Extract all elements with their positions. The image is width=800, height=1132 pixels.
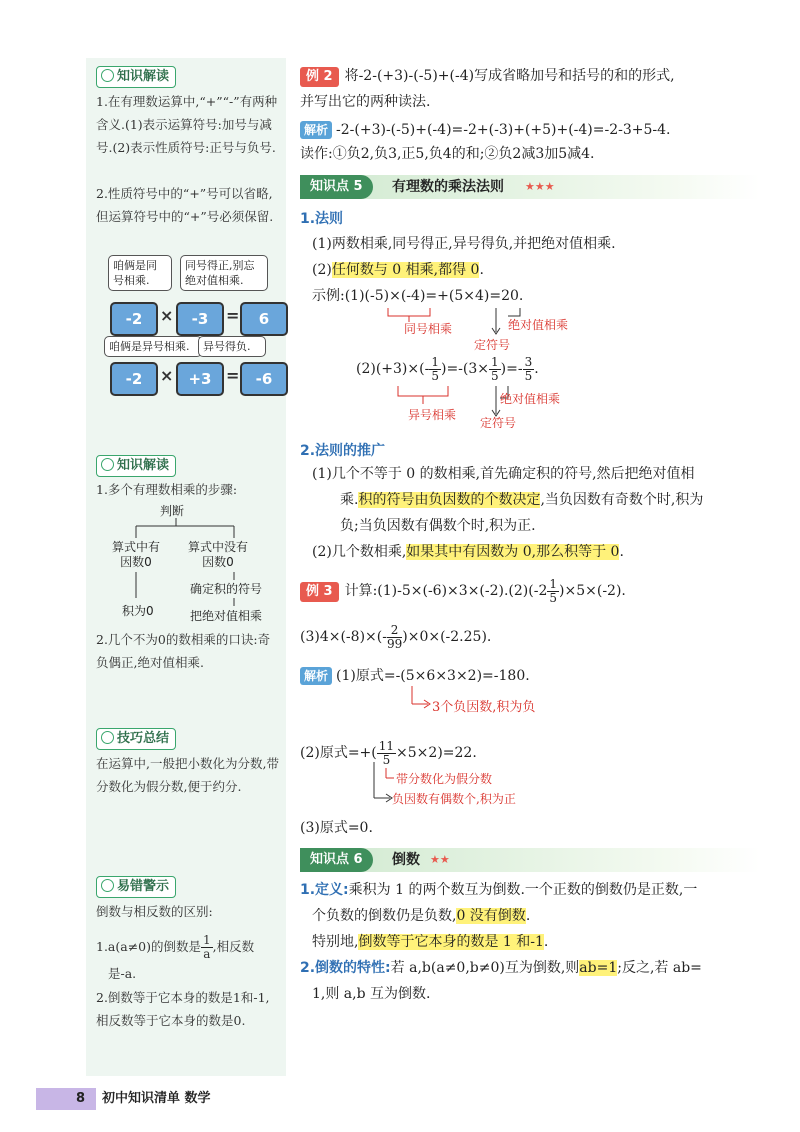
kp6-stars: ★★ (430, 853, 450, 866)
kp5-example1: 示例:(1)(-5)×(-4)=+(5×4)=20. (312, 288, 524, 304)
ex1-ann-abs: 绝对值相乘 (508, 318, 569, 332)
ex2-ann-sign: 定符号 (480, 416, 517, 430)
box2-p2: 2.几个不为0的数相乘的口诀:奇负偶正,绝对值相乘. (96, 632, 271, 670)
ex3-a2-ann2: 负因数有偶数个,积为正 (392, 792, 516, 806)
ex3-answer3: (3)原式=0. (300, 820, 373, 836)
ex3-a1-ann: 3个负因数,积为负 (432, 700, 536, 715)
ex3-answer2: (2)原式=+( $\frac{11}{5}$ ×5×2)=22. (300, 738, 477, 767)
ex1-ann-sign: 定符号 (474, 338, 511, 352)
bubble-diff-sign: 咱俩是异号相乘. (104, 336, 202, 357)
kp6-def1: 1.定义:乘积为 1 的两个数互为倒数.一个正数的倒数仍是正数,一 (300, 882, 698, 898)
kp5-title: 有理数的乘法法则 (392, 179, 504, 195)
tv-product-2: -6 (240, 362, 288, 396)
bubble-same-sign-rule: 同号得正,别忘绝对值相乘. (180, 255, 268, 291)
flow-abs: 把绝对值相乘 (189, 609, 262, 623)
box4-p0: 倒数与相反数的区别: (96, 904, 213, 919)
tv-factor-2: -3 (176, 302, 224, 336)
kp6-def2: 个负数的倒数仍是负数,0 没有倒数. (312, 908, 531, 924)
fraction-three-fifths: $\frac{3}{5}$ (524, 354, 533, 383)
ex2-line2: 并写出它的两种读法. (300, 94, 431, 110)
fraction-one-fifth: $\frac{1}{5}$ (431, 354, 439, 383)
bubble-diff-sign-rule: 异号得负. (198, 336, 266, 357)
page-number: 8 (76, 1091, 86, 1106)
box4-p1c: 是-a. (108, 966, 137, 981)
kp5-gen1c: 负;当负因数有偶数个时,积为正. (340, 518, 536, 534)
kp5-h1: 1.法则 (300, 211, 344, 227)
kp5-example2: (2)(+3)×(- $\frac{1}{5}$ )=-(3× $\frac{1}{5}$ )=- $\frac{3}{5}$ . (356, 354, 539, 383)
kp5-header (300, 175, 760, 199)
footer-title: 初中知识清单 数学 (102, 1091, 211, 1106)
kp5-gen1a: (1)几个不等于 0 的数相乘,首先确定积的符号,然后把绝对值相 (312, 466, 695, 482)
kp5-h2: 2.法则的推广 (300, 443, 386, 459)
ex3-answer1: 解析 (1)原式=-(5×6×3×2)=-180. (300, 664, 530, 688)
ex2-line1: 例 2 将-2-(+3)-(-5)+(-4)写成省略加号和括号的和的形式, (300, 64, 675, 88)
tag-icon (101, 879, 114, 892)
flow-judge: 判断 (160, 504, 185, 518)
equals-sign: = (226, 306, 240, 325)
bubble-same-sign: 咱俩是同号相乘. (108, 255, 172, 291)
box1-p2: 2.性质符号中的“+”号可以省略,但运算符号中的“+”号必须保留. (96, 186, 274, 224)
kp5-gen1b: 乘.积的符号由负因数的个数决定,当负因数有奇数个时,积为 (340, 492, 704, 508)
tag-knowledge-2: 知识解读 (96, 455, 176, 477)
kp6-prop1: 2.倒数的特性:若 a,b(a≠0,b≠0)互为倒数,则ab=1;反之,若 ab= (300, 960, 702, 976)
jx-badge: 解析 (300, 667, 332, 685)
fraction-one-fifth: $\frac{1}{5}$ (549, 576, 558, 605)
ex2-ann-diff-sign: 异号相乘 (408, 408, 457, 422)
box4-p2: 2.倒数等于它本身的数是1和-1,相反数等于它本身的数是0. (96, 990, 270, 1028)
flow-has-zero: 算式中有因数0 (111, 540, 160, 569)
footer-bar (36, 1088, 96, 1110)
tag-icon (101, 69, 114, 82)
tv-factor-3: -2 (110, 362, 158, 396)
equals-sign: = (226, 366, 240, 385)
kp5-rule1: (1)两数相乘,同号得正,异号得负,并把绝对值相乘. (312, 236, 616, 252)
box1-p1: 1.在有理数运算中,“+”“-”有两种含义.(1)表示运算符号:加号与减号.(2)表示性质符号:正号与负号. (96, 94, 278, 155)
ex3-line1: 例 3 计算:(1)-5×(-6)×3×(-2).(2)(-2 $\frac{1}{5}$ )×5×(-2). (300, 576, 626, 606)
ex1-ann-same-sign: 同号相乘 (404, 322, 453, 336)
ex3-line2: (3)4×(-8)×(- $\frac{2}{99}$ )×0×(-2.25). (300, 622, 492, 651)
times-sign: × (160, 306, 174, 325)
fraction-eleven-fifths: $\frac{11}{5}$ (378, 738, 395, 767)
kp6-prop2: 1,则 a,b 互为倒数. (312, 986, 431, 1002)
kp6-label: 知识点 6 (300, 848, 373, 872)
box3-p1: 在运算中,一般把小数化为分数,带分数化为假分数,便于约分. (96, 756, 279, 794)
kp5-rule2: (2)任何数与 0 相乘,都得 0. (312, 262, 484, 278)
ex3-badge: 例 3 (300, 582, 339, 602)
times-sign: × (160, 366, 174, 385)
box4-p1: 1.a(a≠0)的倒数是 $\frac{1}{a}$ ,相反数 (96, 933, 255, 961)
ex2-badge: 例 2 (300, 67, 339, 87)
flow-no-zero: 算式中没有因数0 (187, 540, 248, 569)
tag-tips: 技巧总结 (96, 728, 176, 750)
tag-icon (101, 731, 114, 744)
fraction-one-fifth: $\frac{1}{5}$ (491, 354, 499, 383)
flow-product-zero: 积为0 (122, 604, 154, 618)
ex2-ann-abs: 绝对值相乘 (500, 392, 561, 406)
kp5-label: 知识点 5 (300, 175, 373, 199)
fraction-two-over-99: $\frac{2}{99}$ (386, 622, 403, 651)
fraction-one-over-a: $\frac{1}{a}$ (203, 933, 211, 961)
kp6-def3: 特别地,倒数等于它本身的数是 1 和-1. (312, 934, 549, 950)
tag-warning: 易错警示 (96, 876, 176, 898)
kp5-gen2: (2)几个数相乘,如果其中有因数为 0,那么积等于 0. (312, 544, 624, 560)
ex3-a2-ann1: 带分数化为假分数 (396, 772, 493, 786)
tv-factor-1: -2 (110, 302, 158, 336)
tag-knowledge-1: 知识解读 (96, 66, 176, 88)
flow-sign: 确定积的符号 (189, 582, 262, 596)
tv-factor-4: +3 (176, 362, 224, 396)
jx-badge: 解析 (300, 121, 332, 139)
ex2-answer2: 读作:①负2,负3,正5,负4的和;②负2减3加5减4. (300, 146, 595, 162)
ex2-answer1: 解析 -2-(+3)-(-5)+(-4)=-2+(-3)+(+5)+(-4)=-2-3+5-4. (300, 118, 671, 142)
tv-product-1: 6 (240, 302, 288, 336)
kp5-stars: ★★★ (525, 180, 555, 193)
box2-p1: 1.多个有理数相乘的步骤: (96, 482, 238, 497)
tag-icon (101, 458, 114, 471)
kp6-title: 倒数 (392, 852, 420, 868)
kp6-header (300, 848, 760, 872)
